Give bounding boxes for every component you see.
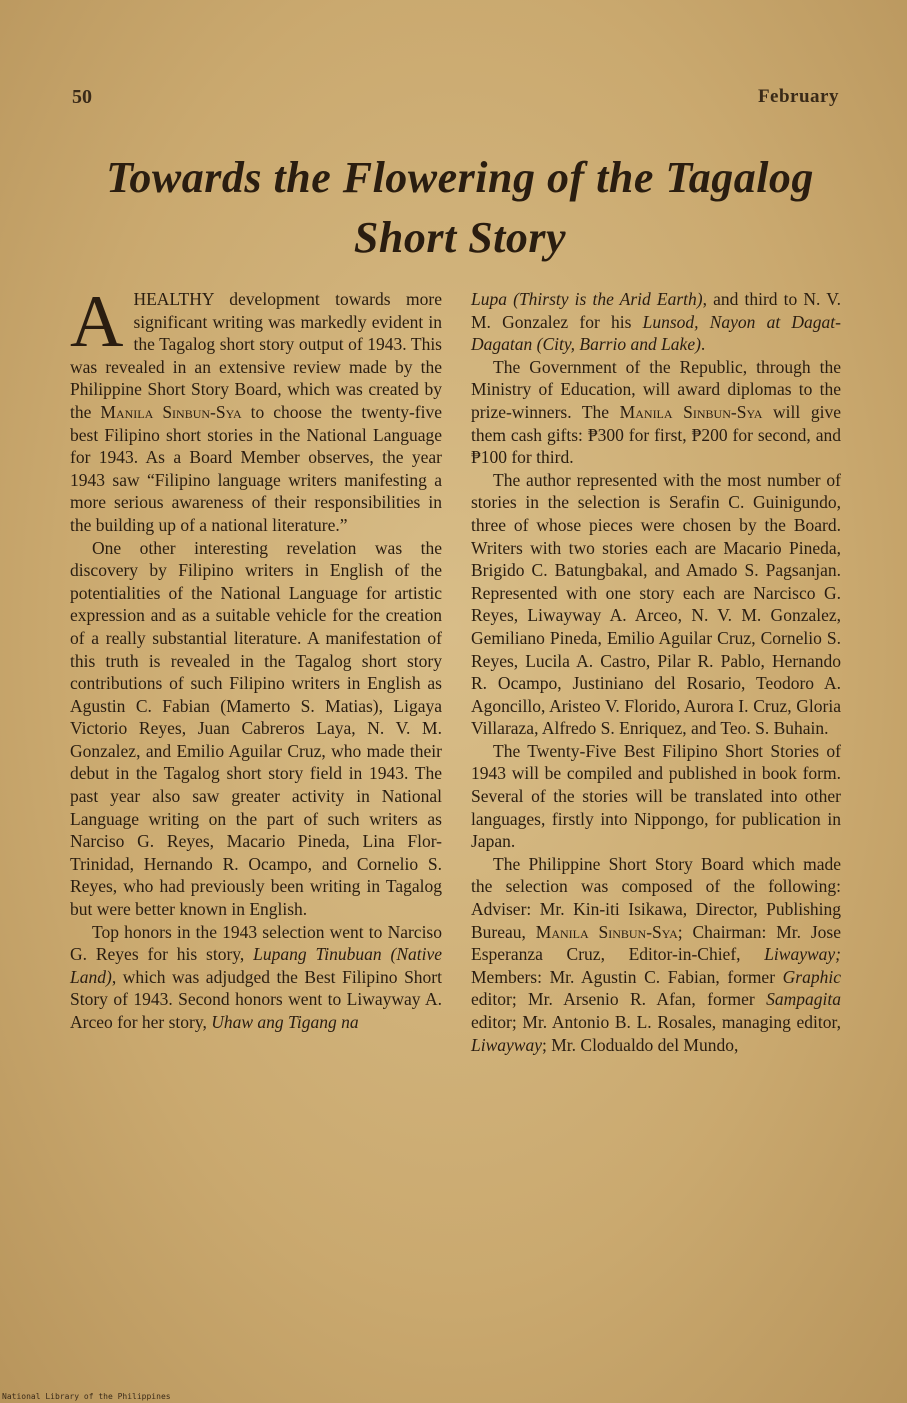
story-title: Lunsod, Nayon at Dagat-Dagatan (City, Barrio and Lake) [471, 311, 841, 355]
publisher-name: Manila Sinbun-Sya [535, 921, 678, 942]
library-watermark: National Library of the Philippines [2, 1392, 171, 1401]
text: . [700, 334, 706, 355]
page-month: February [757, 86, 839, 107]
paragraph [70, 921, 442, 1034]
article-title [70, 148, 850, 268]
text: editor; Mr. Arsenio R. Afan, former [471, 989, 767, 1010]
paragraph [471, 853, 841, 1056]
story-title: Lupa (Thirsty is the Arid Earth) [471, 289, 703, 309]
text: Members: Mr. Agustin C. Fabian, former [471, 966, 783, 987]
paragraph [471, 356, 841, 469]
text: The Government of the Republic, through the Ministry of Education, will award diplomas to the prize-winners. The [471, 356, 841, 422]
right-column [471, 288, 841, 1056]
drop-cap: A [70, 281, 124, 363]
publication-name: Sampagita [766, 989, 841, 1010]
page-number: 50 [72, 86, 92, 108]
publication-name: Liwayway [471, 1034, 542, 1055]
title-line-1: Towards the Flowering of the Tagalog [106, 153, 814, 202]
paragraph: One other interesting revelation was the discovery by Filipino writers in English of the potentialities of the National Language for artistic expression and as a suitable vehicle for the creation of a really substantial literature. A manifestation of this truth is revealed in the Tagalog short story contributions of such Filipino writers in English as Agustin C. Fabian (Mamerto S. Matias), Ligaya Victorio Reyes, Juan Cabreros Laya, N. V. M. Gonzalez, and Emilio Aguilar Cruz, who made their debut in the Tagalog short story field in 1943. The past year also saw greater activity in National Language writing on the part of such writers as Narciso G. Reyes, Macario Pineda, Lina Flor-Trinidad, Hernando R. Ocampo, and Cornelio S. Reyes, who had previously been writing in Tagalog but were better known in English. [70, 537, 442, 920]
title-line-2: Short Story [353, 213, 567, 262]
text: , and third to N. V. M. Gonzalez for his [471, 289, 841, 332]
text: to choose the twenty-five best Filipino short stories in the National Language for 1943. As a Board Member observes, the year 1943 saw “Filipino language writers manifesting a more serious awareness of their responsibilities in the building up of a national literature.” [70, 401, 442, 535]
publisher-name: Manila Sinbun-Sya [619, 401, 763, 422]
paragraph [70, 281, 442, 537]
text: will give them cash gifts: ₱300 for first, ₱200 for second, and ₱100 for third. [471, 401, 841, 468]
text: Top honors in the 1943 selection went to Narciso G. Reyes for his story, [70, 921, 442, 965]
paragraph: The author represented with the most number of stories in the selection is Serafin C. Guinigundo, three of whose pieces were chosen by the Board. Writers with two stories each are Macario Pineda, Brigido C. Batungbakal, and Amado S. Pagsanjan. Represented with one story each are Narcisco G. Reyes, Liwayway A. Arceo, N. V. M. Gonzalez, Gemiliano Pineda, Emilio Aguilar Cruz, Cornelio S. Reyes, Lucila A. Castro, Pilar R. Pablo, Hernando R. Ocampo, Justiniano del Rosario, Teodoro A. Agoncillo, Aristeo V. Florido, Aurora I. Cruz, Gloria Villaraza, Alfredo S. Enriquez, and Teo. S. Buhain. [471, 469, 841, 739]
text: , which was adjudged the Best Filipino Short Story of 1943. Second honors went to Liwayway A. Arceo for her story, [70, 966, 442, 1032]
text: HEALTHY development towards more significant writing was markedly evident in the Tagalog short story output of 1943. This was revealed in an extensive review made by the Philippine Short Story Board, which was created by the [70, 289, 442, 422]
text: ; Chairman: Mr. Jose Esperanza Cruz, Editor-in-Chief, [471, 921, 841, 965]
story-title: Uhaw ang Tigang na [211, 1012, 359, 1032]
publication-name: Liwayway; [764, 944, 841, 965]
publisher-name: Manila Sinbun-Sya [100, 401, 242, 422]
paragraph: The Twenty-Five Best Filipino Short Stories of 1943 will be compiled and published in book form. Several of the stories will be translated into other languages, firstly into Nippongo, for publication in Japan. [471, 740, 841, 852]
story-title: Lupang Tinubuan (Native Land) [70, 944, 442, 987]
publication-name: Graphic [782, 966, 841, 987]
text: editor; Mr. Antonio B. L. Rosales, managing editor, [471, 1012, 841, 1032]
paragraph [471, 288, 841, 356]
text: The Philippine Short Story Board which made the selection was composed of the following: Adviser: Mr. Kin-iti Isikawa, Director, Publishing Bureau, [471, 853, 841, 942]
text: ; Mr. Clodualdo del Mundo, [541, 1034, 739, 1055]
left-column [70, 281, 442, 1034]
